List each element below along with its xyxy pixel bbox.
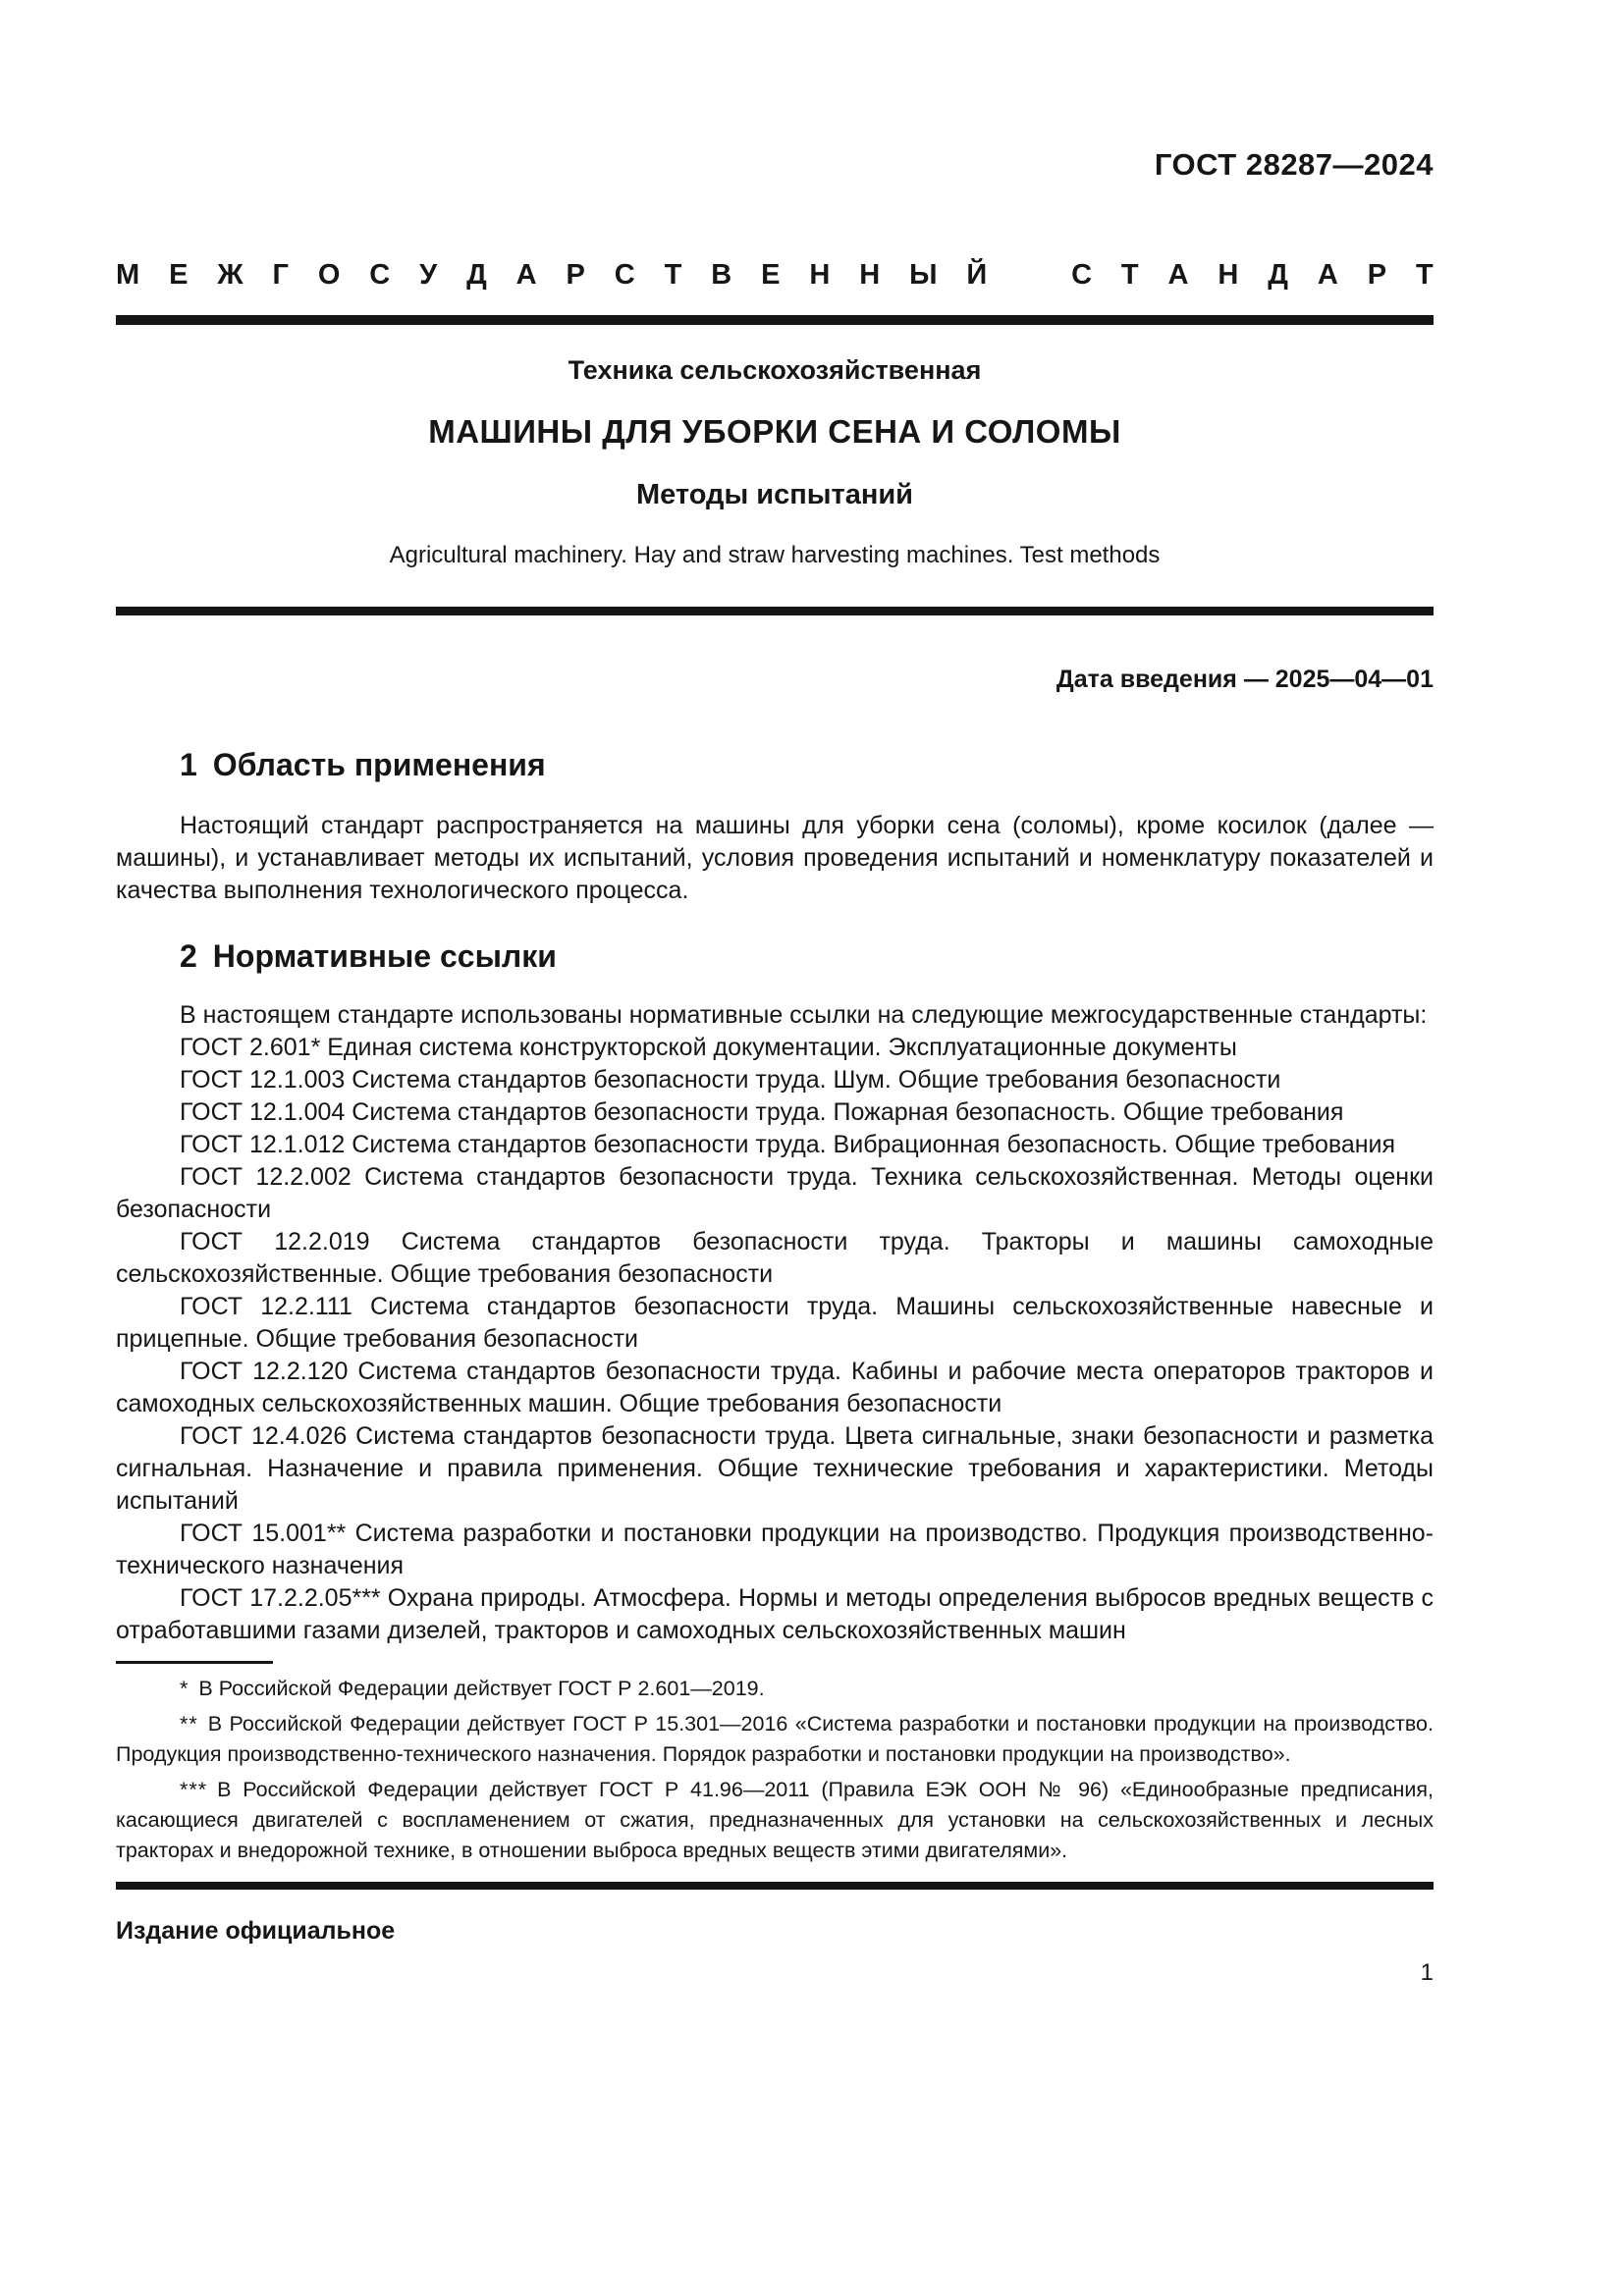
footnote [116, 1775, 1434, 1866]
reference-item: ГОСТ 12.2.002 Система стандартов безопасности труда. Техника сельскохозяйственная. Методы оценки безопасности [116, 1163, 1434, 1223]
edition-note: Издание официальное [116, 1917, 396, 1945]
footer-rule [116, 1882, 1434, 1890]
subtitle: Методы испытаний [635, 479, 914, 510]
title-block [116, 353, 1434, 571]
scope-paragraph: Настоящий стандарт распространяется на машины для уборки сена (соломы), кроме косилок (далее — машины), и устанавливает методы их испытаний, условия проведения испытаний и номенклатуру показателей и качества выполнения технологического процесса. [116, 812, 1434, 904]
section-2-heading [116, 936, 1434, 976]
doc-number: ГОСТ 28287—2024 [1154, 147, 1434, 182]
footnote-text: В Российской Федерации действует ГОСТ Р 2.601—2019. [198, 1677, 765, 1700]
page-content [116, 147, 1434, 1988]
page-number: 1 [1420, 1959, 1434, 1986]
english-title: Agricultural machinery. Hay and straw harvesting machines. Test methods [389, 542, 1161, 568]
section-1-title: Область применения [212, 747, 546, 782]
section-2-body [116, 999, 1434, 1647]
reference-item: ГОСТ 12.1.003 Система стандартов безопасности труда. Шум. Общие требования безопасности [180, 1066, 1281, 1094]
section-1-heading [116, 745, 1434, 784]
title-group-line: Техника сельскохозяйственная [568, 355, 982, 385]
footnote-marker: * [180, 1677, 189, 1700]
section-2-number: 2 [180, 938, 197, 974]
reference-item: ГОСТ 12.2.111 Система стандартов безопасности труда. Машины сельскохозяйственные навесные и прицепные. Общие требования безопасности [116, 1293, 1434, 1353]
reference-item: ГОСТ 12.4.026 Система стандартов безопасности труда. Цвета сигнальные, знаки безопасности и разметка сигнальная. Назначение и правила применения. Общие технические требования и характеристики. Методы испытаний [116, 1422, 1434, 1515]
reference-item: ГОСТ 12.1.012 Система стандартов безопасности труда. Вибрационная безопасность. Общие требования [180, 1131, 1396, 1158]
footnote [116, 1709, 1434, 1770]
footnotes [116, 1661, 1434, 1866]
reference-item: ГОСТ 2.601* Единая система конструкторской документации. Эксплуатационные документы [180, 1034, 1237, 1061]
top-rule [116, 315, 1434, 325]
reference-item: ГОСТ 12.2.019 Система стандартов безопасности труда. Тракторы и машины самоходные сельскохозяйственные. Общие требования безопасности [116, 1228, 1434, 1288]
footnote-text: В Российской Федерации действует ГОСТ Р 41.96—2011 (Правила ЕЭК ООН № 96) «Единообразные предписания, касающиеся двигателей с воспламенением от сжатия, предназначенных для установки на сельскохозяйственных и лесных тракторах и внедорожной технике, в отношении выброса вредных веществ этими двигателями». [116, 1778, 1434, 1862]
reference-item: ГОСТ 12.1.004 Система стандартов безопасности труда. Пожарная безопасность. Общие требования [180, 1098, 1344, 1126]
footnote [116, 1674, 1434, 1704]
reference-item: ГОСТ 17.2.2.05*** Охрана природы. Атмосфера. Нормы и методы определения выбросов вредных веществ с отработавшими газами дизелей, тракторов и самоходных сельскохозяйственных машин [116, 1584, 1434, 1644]
reference-item: ГОСТ 15.001** Система разработки и постановки продукции на производство. Продукция производственно-технического назначения [116, 1520, 1434, 1579]
references-intro: В настоящем стандарте использованы нормативные ссылки на следующие межгосударственные стандарты: [180, 1001, 1428, 1029]
footnote-text: В Российской Федерации действует ГОСТ Р 15.301—2016 «Система разработки и постановки продукции на производство. Продукция производственно-технического назначения. Порядок разработки и постановки продукции на производство». [116, 1712, 1434, 1766]
effective-date: Дата введения — 2025—04—01 [1056, 666, 1434, 693]
footnote-marker: ** [180, 1712, 198, 1735]
footnote-separator-rule [116, 1661, 273, 1664]
reference-item: ГОСТ 12.2.120 Система стандартов безопасности труда. Кабины и рабочие места операторов тракторов и самоходных сельскохозяйственных машин. Общие требования безопасности [116, 1358, 1434, 1417]
main-title: МАШИНЫ ДЛЯ УБОРКИ СЕНА И СОЛОМЫ [428, 413, 1121, 450]
section-1-number: 1 [180, 747, 197, 782]
standard-type-banner: М Е Ж Г О С У Д А Р С Т В Е Н Н Ы Й С Т А Н Д А Р Т [116, 259, 1434, 291]
title-bottom-rule [116, 607, 1434, 615]
section-2-title: Нормативные ссылки [212, 938, 557, 974]
section-1-body [116, 810, 1434, 907]
footnote-marker: *** [180, 1778, 208, 1801]
